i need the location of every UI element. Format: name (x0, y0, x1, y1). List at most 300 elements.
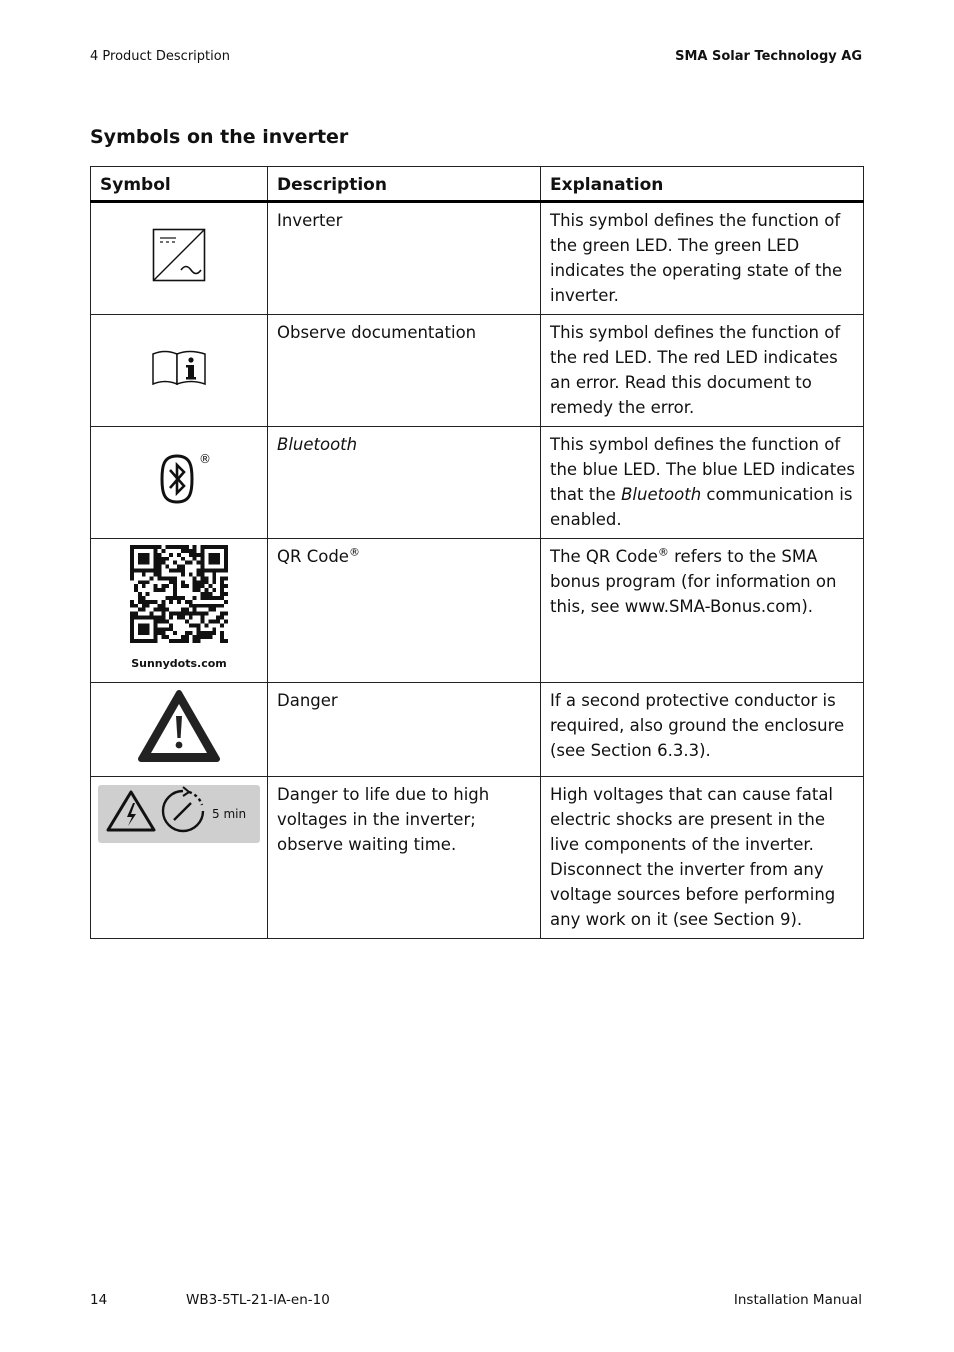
qr-module (130, 631, 134, 635)
qr-module (165, 545, 169, 549)
qr-module (193, 549, 197, 553)
qr-module (197, 631, 201, 635)
qr-module (138, 639, 142, 643)
symbol-cell (91, 315, 268, 427)
qr-module (134, 604, 138, 608)
qr-module (185, 600, 189, 604)
qr-module (173, 576, 177, 580)
qr-module (201, 596, 205, 600)
qr-module (197, 612, 201, 616)
qr-module (193, 596, 197, 600)
qr-module (130, 604, 134, 608)
qr-module (154, 549, 158, 553)
qr-module (212, 588, 216, 592)
qr-module (165, 584, 169, 588)
qr-module (130, 623, 134, 627)
qr-module (201, 604, 205, 608)
registered-mark: ® (348, 545, 360, 559)
qr-module (173, 580, 177, 584)
qr-module (201, 619, 205, 623)
qr-module (208, 608, 212, 612)
qr-module (185, 635, 189, 639)
qr-module (165, 608, 169, 612)
qr-module (220, 623, 224, 627)
symbol-cell (91, 683, 268, 777)
qr-module (189, 631, 193, 635)
qr-module (220, 631, 224, 635)
qr-module (201, 584, 205, 588)
qr-module (146, 592, 150, 596)
qr-module (204, 612, 208, 616)
description-cell: Observe documentation (268, 315, 541, 427)
qr-module (142, 627, 146, 631)
explanation-text: communication is enabled. (550, 485, 853, 529)
qr-module (138, 631, 142, 635)
qr-module (157, 608, 161, 612)
qr-module (201, 580, 205, 584)
qr-module (201, 576, 205, 580)
qr-module (161, 608, 165, 612)
qr-module (154, 635, 158, 639)
qr-module (224, 549, 228, 553)
qr-module (197, 553, 201, 557)
qr-module (201, 572, 205, 576)
qr-module (161, 600, 165, 604)
qr-module (220, 592, 224, 596)
qr-module (212, 580, 216, 584)
table-header-row (91, 167, 864, 202)
qr-module (185, 639, 189, 643)
qr-module (185, 545, 189, 549)
qr-module (138, 608, 142, 612)
qr-module (134, 545, 138, 549)
qr-module (130, 612, 134, 616)
qr-module (181, 584, 185, 588)
qr-module (161, 616, 165, 620)
explanation-cell: This symbol defines the function of the red LED. The red LED indicates an error. Read this document to remedy the error. (541, 315, 864, 427)
qr-module (181, 569, 185, 573)
qr-module (142, 545, 146, 549)
qr-module (146, 616, 150, 620)
qr-module (138, 553, 142, 557)
qr-module (130, 639, 134, 643)
qr-module (142, 557, 146, 561)
qr-module (197, 627, 201, 631)
qr-module (154, 639, 158, 643)
explanation-cell: If a second protective conductor is required, also ground the enclosure (see Section 6.3.3). (541, 683, 864, 777)
qr-module (157, 616, 161, 620)
qr-module (201, 565, 205, 569)
qr-module (220, 588, 224, 592)
qr-module (212, 557, 216, 561)
qr-module (154, 557, 158, 561)
qr-module (154, 584, 158, 588)
qr-module (142, 580, 146, 584)
qr-module (177, 569, 181, 573)
qr-module (130, 545, 134, 549)
qr-module (189, 600, 193, 604)
qr-module (154, 623, 158, 627)
qr-module (208, 557, 212, 561)
qr-module (181, 549, 185, 553)
qr-module (161, 631, 165, 635)
qr-module (216, 616, 220, 620)
qr-module (204, 592, 208, 596)
symbol-cell (91, 777, 268, 939)
qr-module (177, 600, 181, 604)
qr-module (204, 545, 208, 549)
qr-module (154, 619, 158, 623)
qr-module (197, 584, 201, 588)
qr-module (216, 557, 220, 561)
qr-module (146, 580, 150, 584)
qr-module (157, 557, 161, 561)
qr-module (216, 619, 220, 623)
qr-module (189, 572, 193, 576)
qr-module (197, 623, 201, 627)
qr-module (142, 604, 146, 608)
qr-module (165, 565, 169, 569)
qr-module (138, 627, 142, 631)
qr-module (201, 616, 205, 620)
qr-module (193, 576, 197, 580)
qr-module (173, 561, 177, 565)
qr-module (212, 631, 216, 635)
qr-module (146, 553, 150, 557)
qr-module (212, 572, 216, 576)
qr-module (161, 612, 165, 616)
qr-module (134, 612, 138, 616)
high-voltage-icon (104, 788, 158, 841)
qr-module (181, 565, 185, 569)
qr-module (173, 596, 177, 600)
qr-module (212, 545, 216, 549)
qr-module (138, 616, 142, 620)
qr-module (169, 553, 173, 557)
qr-module (181, 580, 185, 584)
inverter-icon (152, 267, 206, 286)
qr-module (130, 553, 134, 557)
table-row (91, 427, 864, 539)
qr-module (212, 569, 216, 573)
qr-module (181, 572, 185, 576)
qr-module (154, 545, 158, 549)
qr-module (220, 612, 224, 616)
qr-module (216, 596, 220, 600)
danger-warning-icon (137, 748, 221, 767)
qr-module (185, 619, 189, 623)
qr-module (204, 576, 208, 580)
qr-module (220, 639, 224, 643)
qr-module (161, 627, 165, 631)
qr-module (197, 561, 201, 565)
qr-module (146, 604, 150, 608)
qr-module (220, 616, 224, 620)
qr-module (157, 631, 161, 635)
qr-module (177, 596, 181, 600)
qr-module (138, 600, 142, 604)
bluetooth-icon (159, 452, 211, 512)
qr-module (142, 596, 146, 600)
qr-module (157, 588, 161, 592)
qr-module (204, 635, 208, 639)
qr-module (173, 631, 177, 635)
column-header-explanation: Explanation (541, 167, 864, 202)
qr-module (142, 584, 146, 588)
qr-module (201, 569, 205, 573)
qr-module (224, 592, 228, 596)
qr-module (154, 572, 158, 576)
qr-module (165, 576, 169, 580)
qr-module (181, 596, 185, 600)
qr-module (142, 561, 146, 565)
qr-module (224, 545, 228, 549)
explanation-emphasis: Bluetooth (621, 485, 702, 504)
qr-module (193, 580, 197, 584)
explanation-text: refers to the SMA bonus program (for information on this, see www.SMA-Bonus.com). (550, 547, 837, 616)
qr-module (150, 612, 154, 616)
qr-module (193, 635, 197, 639)
qr-module (157, 572, 161, 576)
qr-module (220, 596, 224, 600)
qr-module (146, 627, 150, 631)
qr-module (201, 549, 205, 553)
qr-module (224, 584, 228, 588)
qr-module (154, 616, 158, 620)
qr-module (173, 612, 177, 616)
qr-module (208, 584, 212, 588)
qr-module (181, 616, 185, 620)
qr-module (189, 553, 193, 557)
qr-module (146, 600, 150, 604)
qr-module (134, 569, 138, 573)
qr-module (189, 561, 193, 565)
qr-module (142, 623, 146, 627)
qr-module (189, 549, 193, 553)
qr-module (161, 604, 165, 608)
qr-module (165, 627, 169, 631)
qr-module (138, 623, 142, 627)
qr-module (161, 584, 165, 588)
column-header-symbol: Symbol (91, 167, 268, 202)
qr-module (208, 553, 212, 557)
qr-module (157, 545, 161, 549)
qr-module (193, 623, 197, 627)
qr-module (157, 627, 161, 631)
qr-module (177, 639, 181, 643)
qr-module (173, 569, 177, 573)
qr-module (201, 557, 205, 561)
qr-module (201, 635, 205, 639)
qr-module (157, 553, 161, 557)
qr-module (212, 619, 216, 623)
qr-module (154, 588, 158, 592)
qr-module (212, 596, 216, 600)
qr-module (154, 553, 158, 557)
qr-module (146, 557, 150, 561)
qr-module (161, 635, 165, 639)
qr-module (189, 604, 193, 608)
qr-module (220, 576, 224, 580)
high-voltage-waiting-time-icon (98, 785, 260, 843)
qr-module (197, 635, 201, 639)
description-cell: Danger to life due to high voltages in the inverter; observe waiting time. (268, 777, 541, 939)
observe-documentation-icon (151, 371, 207, 390)
qr-module (138, 569, 142, 573)
qr-module (220, 604, 224, 608)
qr-module (216, 545, 220, 549)
qr-module (224, 639, 228, 643)
qr-module (189, 623, 193, 627)
explanation-cell: High voltages that can cause fatal electric shocks are present in the live components of the inverter. Disconnect the inverter from any voltage sources before performing any work on it (see Section 9). (541, 777, 864, 939)
qr-module (204, 569, 208, 573)
qr-module (138, 561, 142, 565)
qr-module (130, 619, 134, 623)
qr-module (193, 604, 197, 608)
qr-module (220, 545, 224, 549)
qr-module (130, 600, 134, 604)
qr-module (181, 608, 185, 612)
qr-module (212, 553, 216, 557)
qr-module (161, 549, 165, 553)
qr-module (157, 569, 161, 573)
qr-module (177, 553, 181, 557)
qr-module (142, 569, 146, 573)
qr-module (169, 569, 173, 573)
qr-module (177, 565, 181, 569)
qr-module (224, 612, 228, 616)
qr-module (197, 569, 201, 573)
qr-module (224, 557, 228, 561)
qr-module (224, 561, 228, 565)
symbol-cell (91, 427, 268, 539)
explanation-cell (541, 539, 864, 683)
header-company: SMA Solar Technology AG (675, 49, 862, 64)
symbol-cell (91, 202, 268, 315)
symbols-table (90, 166, 864, 939)
qr-module (189, 616, 193, 620)
qr-module (169, 616, 173, 620)
qr-module (165, 596, 169, 600)
qr-module (216, 604, 220, 608)
qr-module (157, 619, 161, 623)
qr-module (193, 612, 197, 616)
qr-module (173, 592, 177, 596)
qr-module (138, 596, 142, 600)
qr-module (150, 639, 154, 643)
page-title: Symbols on the inverter (90, 126, 349, 148)
qr-module (193, 584, 197, 588)
qr-module (157, 565, 161, 569)
qr-module (197, 639, 201, 643)
qr-module (154, 608, 158, 612)
table-row (91, 683, 864, 777)
column-header-description: Description (268, 167, 541, 202)
qr-module (146, 631, 150, 635)
qr-module (130, 561, 134, 565)
qr-module (177, 616, 181, 620)
qr-module (216, 569, 220, 573)
qr-module (138, 592, 142, 596)
qr-module (130, 569, 134, 573)
qr-module (208, 604, 212, 608)
qr-module (138, 545, 142, 549)
qr-module (169, 627, 173, 631)
registered-mark: ® (657, 545, 669, 559)
registered-mark: ® (199, 452, 211, 466)
explanation-text: The QR Code (550, 547, 658, 566)
qr-module (142, 639, 146, 643)
qr-module (142, 608, 146, 612)
qr-module (169, 623, 173, 627)
qr-module (130, 572, 134, 576)
qr-module (208, 631, 212, 635)
qr-module (130, 627, 134, 631)
qr-module (220, 580, 224, 584)
qr-module (224, 619, 228, 623)
qr-module (204, 596, 208, 600)
qr-module (173, 639, 177, 643)
qr-module (161, 561, 165, 565)
qr-module (157, 561, 161, 565)
qr-module (181, 639, 185, 643)
qr-module (134, 616, 138, 620)
qr-module (130, 616, 134, 620)
qr-module (185, 584, 189, 588)
table-row (91, 539, 864, 683)
footer-page-number: 14 (90, 1292, 108, 1308)
table-row (91, 777, 864, 939)
qr-module (169, 576, 173, 580)
qr-module (161, 557, 165, 561)
description-cell (268, 539, 541, 683)
qr-module (130, 549, 134, 553)
qr-module (212, 604, 216, 608)
symbol-cell (91, 539, 268, 683)
qr-module (212, 576, 216, 580)
qr-module (208, 561, 212, 565)
qr-module (189, 612, 193, 616)
qr-module (193, 545, 197, 549)
qr-module (212, 561, 216, 565)
qr-module (181, 545, 185, 549)
explanation-cell (541, 427, 864, 539)
qr-module (197, 604, 201, 608)
qr-module (220, 584, 224, 588)
qr-module (165, 635, 169, 639)
qr-module (150, 576, 154, 580)
qr-module (216, 553, 220, 557)
header-section: 4 Product Description (90, 49, 230, 64)
table-row (91, 202, 864, 315)
qr-module (154, 627, 158, 631)
qr-module (181, 635, 185, 639)
qr-module (150, 569, 154, 573)
qr-module (224, 576, 228, 580)
qr-module (134, 588, 138, 592)
description-cell: Inverter (268, 202, 541, 315)
qr-module (204, 604, 208, 608)
qr-module (185, 608, 189, 612)
qr-module (169, 596, 173, 600)
qr-module (134, 584, 138, 588)
qr-module (161, 576, 165, 580)
qr-module (161, 619, 165, 623)
qr-module (157, 604, 161, 608)
qr-module (208, 596, 212, 600)
qr-module (204, 631, 208, 635)
qr-module (154, 600, 158, 604)
